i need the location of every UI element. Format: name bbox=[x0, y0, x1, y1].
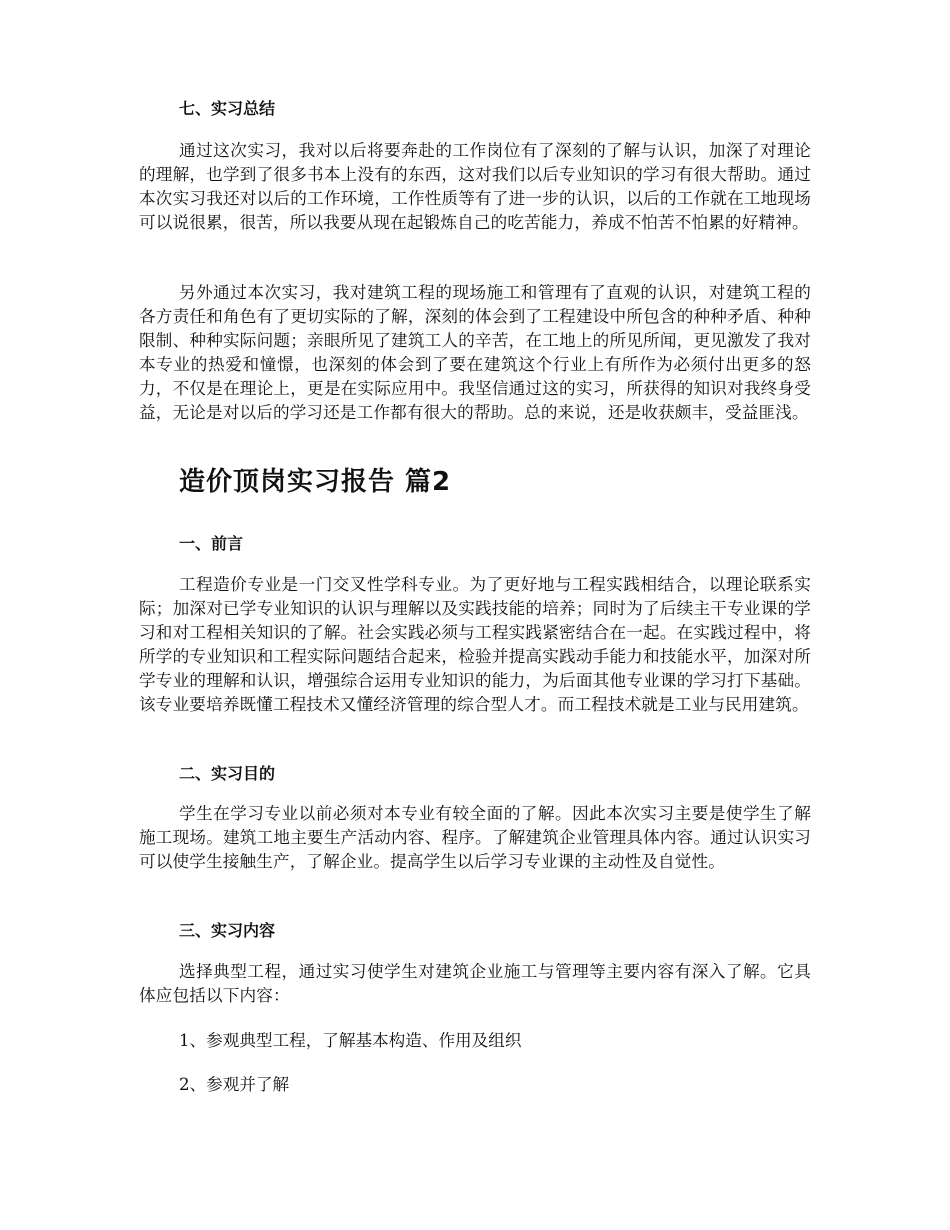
section7-heading: 七、实习总结 bbox=[179, 99, 276, 118]
section2-paragraph-1: 学生在学习专业以前必须对本专业有较全面的了解。因此本次实习主要是使学生了解施工现场。建筑工地主要生产活动内容、程序。了解建筑企业管理具体内容。通过认识实习可以使学生接触生产，了解企业。提高学生以后学习专业课的主动性及自觉性。 bbox=[139, 804, 811, 871]
section3-list-item-2: 2、参观并了解 bbox=[179, 1075, 290, 1094]
section2-heading: 二、实习目的 bbox=[179, 764, 276, 783]
article-title: 造价顶岗实习报告 篇2 bbox=[179, 467, 452, 497]
section3-heading: 三、实习内容 bbox=[179, 921, 276, 940]
section3-paragraph-1: 选择典型工程，通过实习使学生对建筑企业施工与管理等主要内容有深入了解。它具体应包括以下内容： bbox=[139, 962, 811, 1005]
section1-heading: 一、前言 bbox=[179, 534, 244, 553]
section1-paragraph-1: 工程造价专业是一门交叉性学科专业。为了更好地与工程实践相结合，以理论联系实际；加深对已学专业知识的认识与理解以及实践技能的培养；同时为了后续主干专业课的学习和对工程相关知识的了解。社会实践必须与工程实践紧密结合在一起。在实践过程中，将所学的专业知识和工程实际问题结合起来，检验并提高实践动手能力和技能水平，加深对所学专业的理解和认识，增强综合运用专业知识的能力，为后面其他专业课的学习打下基础。该专业要培养既懂工程技术又懂经济管理的综合型人才。而工程技术就是工业与民用建筑。 bbox=[139, 575, 811, 714]
section7-paragraph-1: 通过这次实习，我对以后将要奔赴的工作岗位有了深刻的了解与认识，加深了对理论的理解，也学到了很多书本上没有的东西，这对我们以后专业知识的学习有很大帮助。通过本次实习我还对以后的工作环境，工作性质等有了进一步的认识，以后的工作就在工地现场可以说很累，很苦，所以我要从现在起锻炼自己的吃苦能力，养成不怕苦不怕累的好精神。 bbox=[139, 141, 811, 232]
section7-paragraph-2: 另外通过本次实习，我对建筑工程的现场施工和管理有了直观的认识，对建筑工程的各方责任和角色有了更切实际的了解，深刻的体会到了工程建设中所包含的种种矛盾、种种限制、种种实际问题；亲眼所见了建筑工人的辛苦，在工地上的所见所闻，更见激发了我对本专业的热爱和憧憬，也深刻的体会到了要在建筑这个行业上有所作为必须付出更多的怒力，不仅是在理论上，更是在实际应用中。我坚信通过这的实习，所获得的知识对我终身受益，无论是对以后的学习还是工作都有很大的帮助。总的来说，还是收获颇丰，受益匪浅。 bbox=[139, 283, 811, 422]
section3-list-item-1: 1、参观典型工程，了解基本构造、作用及组织 bbox=[179, 1031, 522, 1050]
